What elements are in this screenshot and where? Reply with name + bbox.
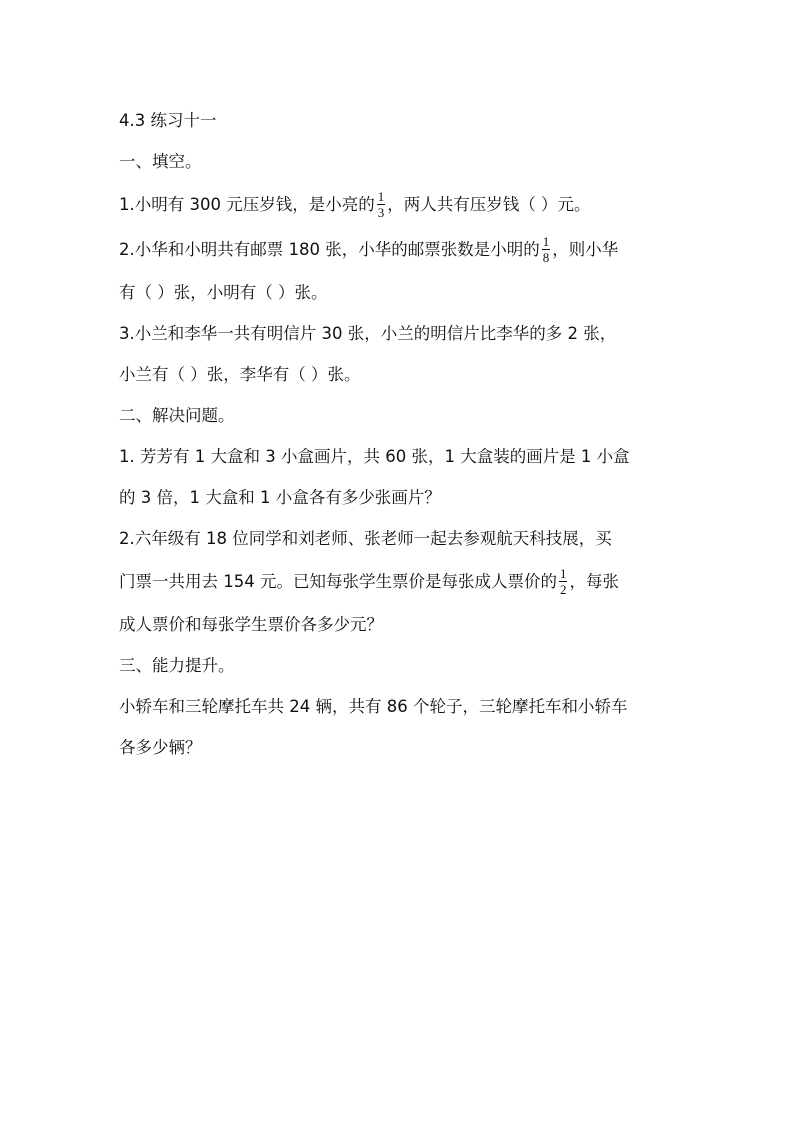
question-1-2 [119, 227, 679, 272]
question-2-2: 2.六年级有 18 位同学和刘老师、张老师一起去参观航天科技展，买 [119, 529, 612, 548]
question-text: 门票一共用去 154 元。已知每张学生票价是每张成人票价的 [119, 572, 557, 591]
fraction [559, 567, 568, 596]
worksheet-content [119, 100, 679, 768]
question-1-1 [119, 182, 679, 227]
fraction-numerator: 1 [377, 189, 385, 204]
section-heading-ability: 三、能力提升。 [119, 656, 235, 675]
question-1-3-continued: 小兰有（ ）张，李华有（ ）张。 [119, 365, 361, 384]
question-1-3: 3.小兰和李华一共有明信片 30 张，小兰的明信片比李华的多 2 张， [119, 324, 617, 343]
section-heading-fill-blank: 一、填空。 [119, 152, 202, 171]
question-text: ，则小华 [552, 240, 619, 259]
fraction-numerator: 1 [542, 234, 550, 249]
question-text: 2.小华和小明共有邮票 180 张，小华的邮票张数是小明的 [119, 240, 540, 259]
question-2-1: 1. 芳芳有 1 大盒和 3 小盒画片，共 60 张，1 大盒装的画片是 1 小盒 [119, 447, 630, 466]
fraction-numerator: 1 [559, 566, 567, 581]
question-text: ，每张 [569, 572, 619, 591]
question-3-1: 小轿车和三轮摩托车共 24 辆，共有 86 个轮子，三轮摩托车和小轿车 [119, 697, 628, 716]
section-heading-problem-solving: 二、解决问题。 [119, 406, 235, 425]
question-2-2-end: 成人票价和每张学生票价各多少元？ [119, 615, 383, 634]
fraction-denominator: 3 [377, 205, 385, 220]
question-text: 1.小明有 300 元压岁钱，是小亮的 [119, 195, 375, 214]
fraction-denominator: 2 [559, 582, 567, 597]
question-text: ，两人共有压岁钱（ ）元。 [387, 195, 591, 214]
page-title: 4.3 练习十一 [119, 111, 217, 130]
question-2-2-continued [119, 559, 679, 604]
question-1-2-continued: 有（ ）张，小明有（ ）张。 [119, 283, 328, 302]
fraction-denominator: 8 [542, 250, 550, 265]
question-2-1-continued: 的 3 倍，1 大盒和 1 小盒各有多少张画片？ [119, 488, 441, 507]
fraction [542, 235, 551, 264]
fraction [377, 190, 386, 219]
question-3-1-continued: 各多少辆？ [119, 738, 202, 757]
